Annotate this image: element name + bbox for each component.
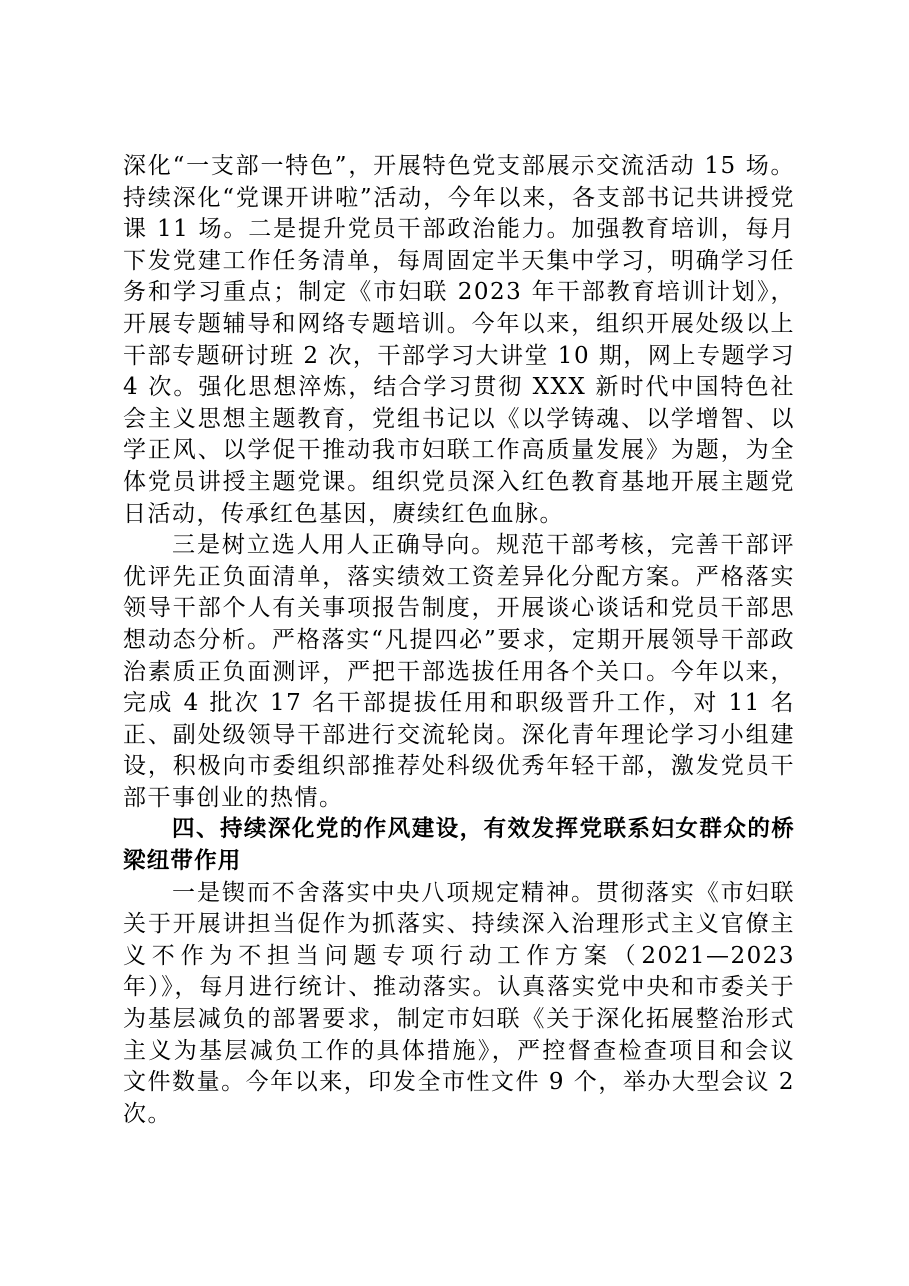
- body-paragraph: 一是锲而不舍落实中央八项规定精神。贯彻落实《市妇联关于开展讲担当促作为抓落实、持续深入治理形式主义官僚主义不作为不担当问题专项行动工作方案（2021—2023 年）》，每月进行统计、推动落实。认真落实党中央和市委关于为基层减负的部署要求，制定市妇联《关于深化拓展整治形式主义为基层减负工作的具体措施》，严控督查检查项目和会议文件数量。今年以来，印发全市性文件 9 个，举办大型会议 2 次。: [123, 879, 795, 1127]
- body-paragraph: 三是树立选人用人正确导向。规范干部考核，完善干部评优评先正负面清单，落实绩效工资差异化分配方案。严格落实领导干部个人有关事项报告制度，开展谈心谈话和党员干部思想动态分析。严格落实“凡提四必”要求，定期开展领导干部政治素质正负面测评，严把干部选拔任用各个关口。今年以来，完成 4 批次 17 名干部提拔任用和职级晋升工作，对 11 名正、副处级领导干部进行交流轮岗。深化青年理论学习小组建设，积极向市委组织部推荐处科级优秀年轻干部，激发党员干部干事创业的热情。: [123, 532, 795, 811]
- section-heading: 四、持续深化党的作风建设，有效发挥党联系妇女群众的桥梁纽带作用: [123, 816, 795, 875]
- document-body: [123, 151, 795, 1130]
- body-paragraph: 深化“一支部一特色”，开展特色党支部展示交流活动 15 场。持续深化“党课开讲啦”活动，今年以来，各支部书记共讲授党课 11 场。二是提升党员干部政治能力。加强教育培训，每月下发党建工作任务清单，每周固定半天集中学习，明确学习任务和学习重点；制定《市妇联 2023 年干部教育培训计划》，开展专题辅导和网络专题培训。今年以来，组织开展处级以上干部专题研讨班 2 次，干部学习大讲堂 10 期，网上专题学习 4 次。强化思想淬炼，结合学习贯彻 XXX 新时代中国特色社会主义思想主题教育，党组书记以《以学铸魂、以学增智、以学正风、以学促干推动我市妇联工作高质量发展》为题，为全体党员讲授主题党课。组织党员深入红色教育基地开展主题党日活动，传承红色基因，赓续红色血脉。: [123, 153, 795, 527]
